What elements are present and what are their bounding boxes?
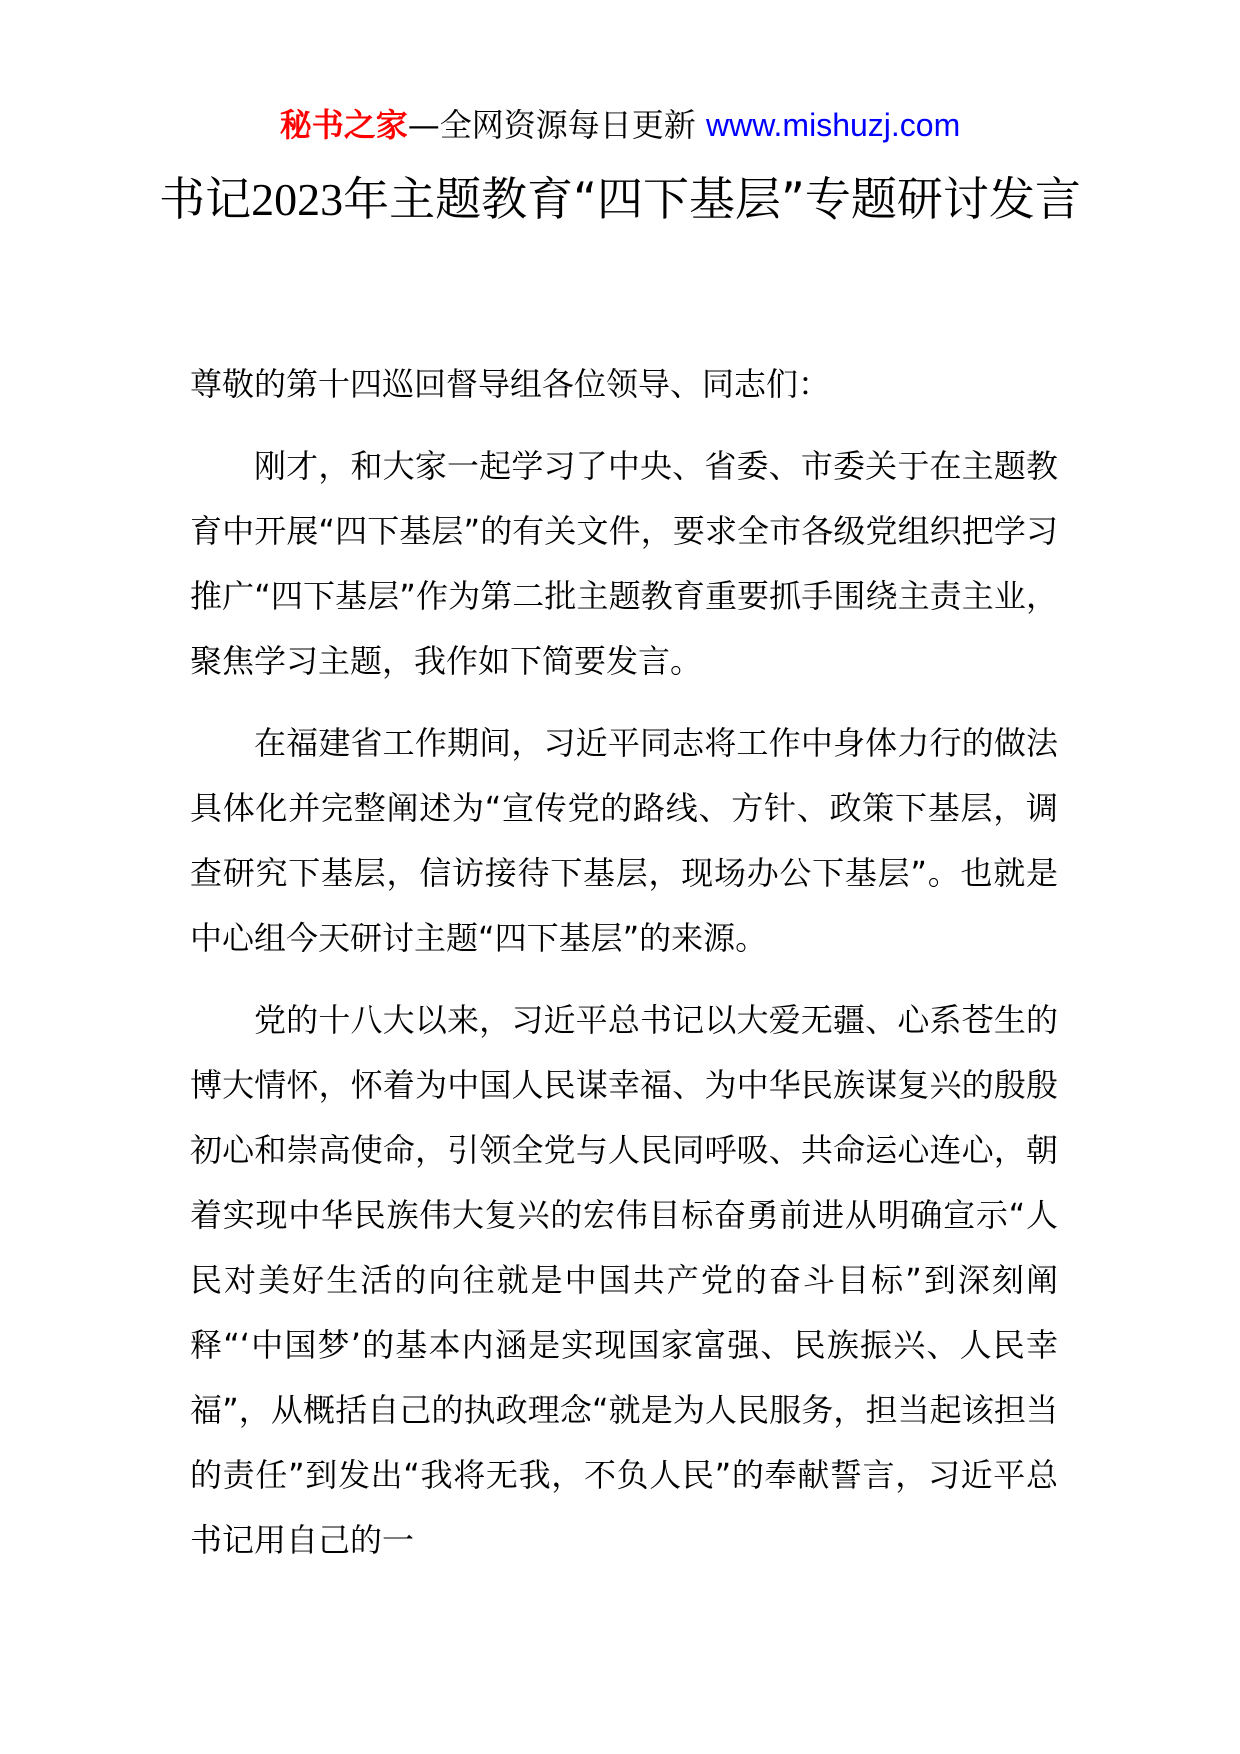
document-title <box>150 152 1090 247</box>
salutation: 尊敬的第十四巡回督导组各位领导、同志们： <box>190 365 831 403</box>
site-brand: 秘书之家 <box>279 106 408 144</box>
title-year: 2023 <box>251 174 344 225</box>
site-tagline: —全网资源每日更新 <box>407 106 706 144</box>
title-part-1: 书记 <box>159 172 252 226</box>
paragraph-1: 刚才，和大家一起学习了中央、省委、市委关于在主题教育中开展“四下基层”的有关文件，要求全市各级党组织把学习推广“四下基层”作为第二批主题教育重要抓手围绕主责主业，聚焦学习主题，我作如下简要发言。 <box>190 447 1058 680</box>
site-url-link[interactable]: www.mishuzj.com <box>705 107 961 143</box>
document-body <box>190 352 1058 1573</box>
paragraph-2: 在福建省工作期间，习近平同志将工作中身体力行的做法具体化并完整阐述为“宣传党的路线、方针、政策下基层，调查研究下基层，信访接待下基层，现场办公下基层”。也就是中心组今天研讨主题“四下基层”的来源。 <box>190 724 1058 957</box>
paragraph-3: 党的十八大以来，习近平总书记以大爱无疆、心系苍生的博大情怀，怀着为中国人民谋幸福、为中华民族谋复兴的殷殷初心和崇高使命，引领全党与人民同呼吸、共命运心连心，朝着实现中华民族伟大复兴的宏伟目标奋勇前进从明确宣示“人民对美好生活的向往就是中国共产党的奋斗目标”到深刻阐释“‘中国梦’的基本内涵是实现国家富强、民族振兴、人民幸福”，从概括自己的执政理念“就是为人民服务，担当起该担当的责任”到发出“我将无我，不负人民”的奉献誓言，习近平总书记用自己的一 <box>190 1001 1058 1559</box>
site-header <box>0 100 1240 150</box>
title-part-2: 年主题教育“四下基层”专题研讨发言 <box>343 172 1081 226</box>
